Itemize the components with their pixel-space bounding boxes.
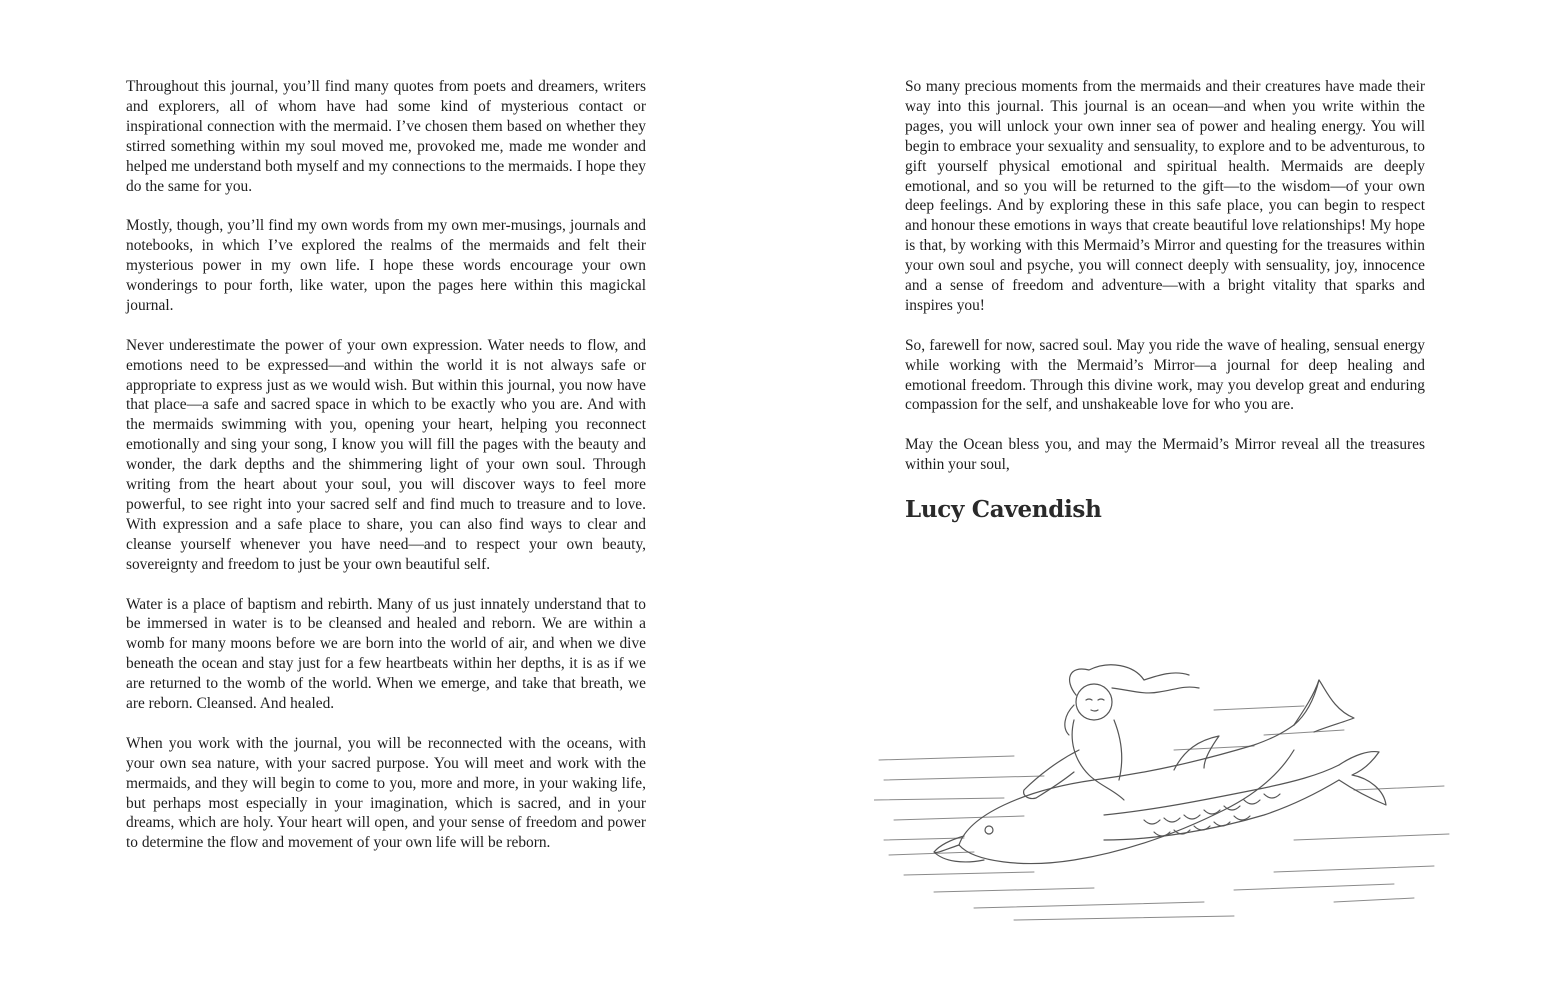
mermaid-illustration — [874, 640, 1454, 940]
paragraph: So many precious moments from the mermaids and their creatures have made their way into this journal. This journal is an ocean—and when you write within the pages, you will unlock your own inner sea of power and healing energy. You will begin to embrace your sexuality and sensuality, to explore and to be adventurous, to gift yourself physical emotional and spiritual health. Mermaids are deeply emotional, and so you will be returned to the gift—to the wisdom—of your own deep feelings. And by exploring these in this safe place, you can begin to respect and honour these emotions in ways that create beautiful love relationships! My hope is that, by working with this Mermaid’s Mirror and questing for the treasures within your own soul and psyche, you will connect deeply with sensuality, joy, innocence and a sense of freedom and adventure—with a bright vitality that sparks and inspires you! — [905, 78, 1425, 314]
left-text-column — [126, 77, 646, 873]
paragraph: Water is a place of baptism and rebirth. Many of us just innately understand that to be immersed in water is to be cleansed and healed and reborn. We are within a womb for many moons before we are born into the world of air, and when we dive beneath the ocean and stay just for a few heartbeats within her depths, it is as if we are returned to the womb of the world. When we emerge, and take that breath, we are reborn. Cleansed. And healed. — [126, 595, 646, 713]
author-signature: Lucy Cavendish — [905, 496, 1102, 523]
paragraph: Throughout this journal, you’ll find many quotes from poets and dreamers, writers and explorers, all of whom have had some kind of mysterious contact or inspirational connection with the mermaid. I’ve chosen them based on whether they stirred something within my soul moved me, provoked me, made me wonder and helped me understand both myself and my connections to the mermaids. I hope they do the same for you. — [126, 78, 646, 195]
right-page — [774, 0, 1548, 1004]
paragraph: Mostly, though, you’ll find my own words from my own mer-musings, journals and notebooks, in which I’ve explored the realms of the mermaids and felt their mysterious power in my own life. I hope these words encourage your own wonderings to pour forth, like water, upon the pages here within this magickal journal. — [126, 217, 646, 314]
paragraph: So, farewell for now, sacred soul. May you ride the wave of healing, sensual energy while working with the Mermaid’s Mirror—a journal for deep healing and emotional freedom. Through this divine work, may you develop great and enduring compassion for the self, and unshakeable love for who you are. — [905, 336, 1425, 414]
right-text-column — [905, 77, 1425, 495]
paragraph: May the Ocean bless you, and may the Mermaid’s Mirror reveal all the treasures within your soul, — [905, 436, 1425, 474]
paragraph: When you work with the journal, you will be reconnected with the oceans, with your own sea nature, with your sacred purpose. You will meet and work with the mermaids, and they will begin to come to you, more and more, in your waking life, but perhaps most especially in your imagination, which is sacred, and in your dreams, which are holy. Your heart will open, and your sense of freedom and power to determine the flow and movement of your own life will be reborn. — [126, 734, 646, 852]
paragraph: Never underestimate the power of your own expression. Water needs to flow, and emotions need to be expressed—and within the world it is not always safe or appropriate to express just as we would wish. But within this journal, you now have that place—a safe and sacred space in which to be exactly who you are. And with the mermaids swimming with you, opening your heart, helping you reconnect emotionally and sing your song, I know you will fill the pages with the beauty and wonder, the dark depths and the shimmering light of your own soul. Through writing from the heart about your soul, you will discover ways to feel more powerful, to see right into your sacred self and find much to treasure and to love. With expression and a safe place to share, you can also find ways to clear and cleanse yourself whenever you have need—and to respect your own beauty, sovereignty and freedom to just be your own beautiful self. — [126, 336, 646, 573]
